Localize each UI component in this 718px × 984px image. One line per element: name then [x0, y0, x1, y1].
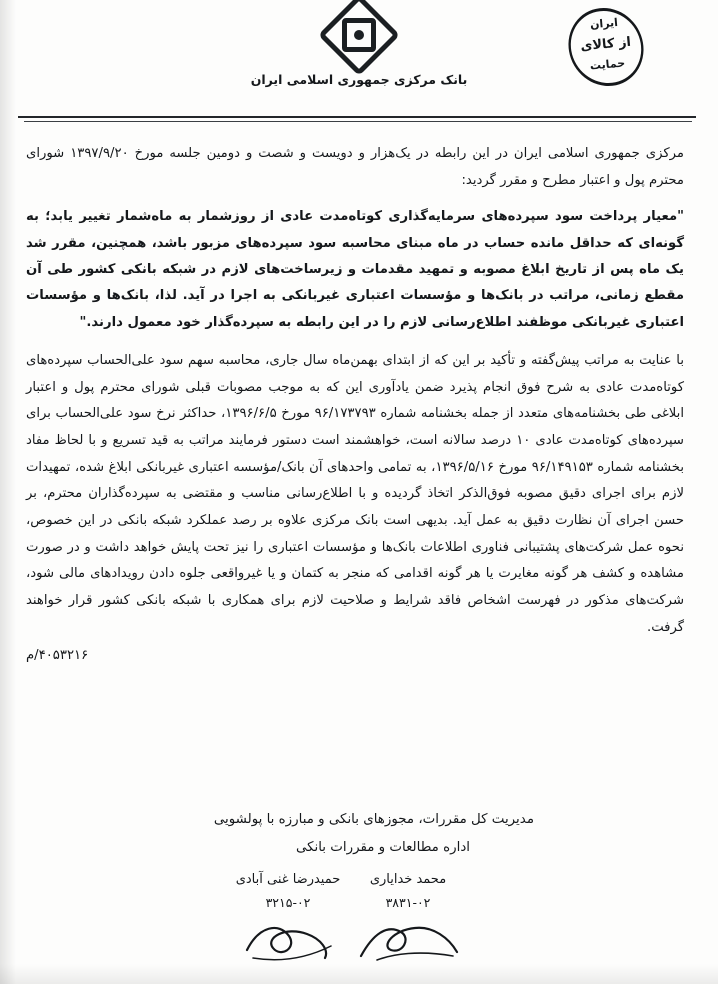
signature-1-name: محمد خدایاری	[369, 872, 447, 887]
seal-line-2: از کالای	[579, 34, 632, 55]
department-line-1: مدیریت کل مقررات، مجوزهای بانکی و مبارزه با پولشویی	[213, 812, 534, 827]
seal-line-3: حمایت	[589, 56, 626, 73]
document-header	[0, 0, 718, 120]
header-divider	[18, 116, 696, 118]
signature-1	[348, 872, 468, 964]
main-paragraph: با عنایت به مراتب پیش‌گفته و تأکید بر این که از ابتدای بهمن‌ماه سال جاری، محاسبه سهم سود علی‌الحساب سپرده‌های کوتاه‌مدت عادی به شرح فوق انجام پذیرد ضمن یادآوری این که به موجب مصوبات قبلی شورای محترم پول و اعتبار ابلاغی طی بخشنامه‌های متعدد از جمله بخشنامه شماره ۹۶/۱۷۳۷۹۳ مورخ ۱۳۹۶/۶/۵، حداکثر نرخ سود علی‌الحساب برای سپرده‌های کوتاه‌مدت عادی ۱۰ درصد سالانه است، خواهشمند است دستور فرمایند مراتب به قید تسریع و با لحاظ مفاد بخشنامه شماره ۹۶/۱۴۹۱۵۳ مورخ ۱۳۹۶/۵/۱۶، به تمامی واحدهای آن بانک/مؤسسه اعتباری غیربانکی ابلاغ شده، تمهیدات لازم برای اجرای دقیق مصوبه فوق‌الذکر اتخاذ گردیده و با اطلاع‌رسانی مناسب و مقتضی به سپرده‌گذاران محترم، بر حسن اجرای آن نظارت دقیق به عمل آید. بدیهی است بانک مرکزی علاوه بر رصد عملکرد شبکه بانکی در این خصوص، نحوه عمل شرکت‌های پشتیبانی فناوری اطلاعات بانک‌ها و مؤسسات اعتباری را نیز تحت پایش خواهد داشت و در صورت مشاهده و کشف هر گونه مغایرت یا هر گونه اقدامی که منجر به کتمان و یا غیرواقعی جلوه دادن رویدادهای مالی شود، شرکت‌های مذکور در فهرست اشخاص فاقد شرایط و صلاحیت لازم برای همکاری با شبکه بانکی کشور قرار خواهند گرفت.	[26, 353, 684, 635]
page-edge-shadow	[0, 0, 16, 984]
document-body	[26, 140, 684, 676]
reference-code: ۴۰۵۳۲۱۶/م	[26, 648, 89, 664]
signature-2-mark	[228, 916, 348, 964]
central-bank-emblem-icon	[330, 6, 388, 64]
intro-paragraph: مرکزی جمهوری اسلامی ایران در این رابطه در یک‌هزار و دویست و شصت و دومین جلسه مورخ ۱۳۹۷/۹/۲۰ شورای محترم پول و اعتبار مطرح و مقرر گردید:	[26, 146, 684, 189]
bank-name: بانک مرکزی جمهوری اسلامی ایران	[250, 72, 468, 87]
page-bottom-shadow	[0, 964, 718, 984]
signature-1-mark	[348, 916, 468, 964]
emblem-center-dot	[354, 30, 364, 40]
signature-block	[235, 872, 468, 964]
bank-logo-block	[0, 6, 718, 87]
signature-2-name: حمیدرضا غنی آبادی	[235, 872, 341, 887]
signature-2-code: ۳۲۱۵-۰۲	[265, 895, 311, 910]
quoted-resolution: "معیار پرداخت سود سپرده‌های سرمایه‌گذاری کوتاه‌مدت عادی از روزشمار به ماه‌شمار تغییر یابد؛ به گونه‌ای که حداقل مانده حساب در ماه مبنای محاسبه سود سپرده‌های مزبور باشد، همچنین، مقرر شد یک ماه پس از تاریخ ابلاغ مصوبه و تمهید مقدمات و زیرساخت‌های لازم در شبکه بانکی کشور طی آن مقطع زمانی، مراتب در بانک‌ها و مؤسسات اعتباری غیربانکی به اجرا در آید. لذا، بانک‌ها و مؤسسات اعتباری غیربانکی موظفند اطلاع‌رسانی لازم را در این رابطه به سپرده‌گذار خود معمول دارند."	[26, 209, 684, 330]
department-line-2: اداره مطالعات و مقررات بانکی	[295, 840, 470, 856]
department-block	[26, 806, 684, 862]
signature-2	[228, 872, 348, 964]
signature-1-code: ۳۸۳۱-۰۲	[385, 895, 431, 910]
seal-line-1: ایران	[589, 15, 619, 32]
header-divider-secondary	[24, 121, 692, 122]
